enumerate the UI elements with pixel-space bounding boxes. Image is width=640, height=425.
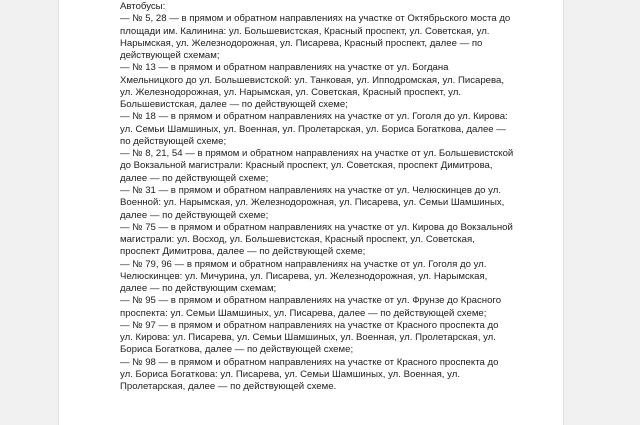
article-line: ул. Бориса Богаткова: ул. Писарева, ул. Семьи Шамшиных, ул. Военная, ул.: [120, 368, 460, 380]
article-line: — № 8, 21, 54 — в прямом и обратном направлениях на участке от ул. Большевистской: [120, 148, 514, 160]
article-page: [58, 0, 564, 425]
article-line: ул. Семьи Шамшиных, ул. Военная, ул. Пролетарская, ул. Бориса Богаткова, далее —: [120, 123, 506, 135]
article-line: проспекта: ул. Семьи Шамшиных, ул. Писарева, далее — по действующей схеме;: [120, 307, 487, 319]
article-line: — № 18 — в прямом и обратном направлениях на участке от ул. Гоголя до ул. Кирова:: [120, 111, 508, 123]
article-line: — № 98 — в прямом и обратном направлениях на участке от Красного проспекта до: [120, 356, 499, 368]
article-line: далее — по действующей схеме;: [120, 209, 269, 221]
article-line: магистрали: ул. Восход, ул. Большевистская, Красный проспект, ул. Советская,: [120, 234, 475, 246]
article-line: Бориса Богаткова, далее — по действующей схеме;: [120, 344, 354, 356]
article-line: действующей схемам;: [120, 50, 220, 62]
article-body: [120, 1, 560, 394]
article-heading: Автобусы:: [120, 1, 166, 12]
article-line: Пролетарская, далее — по действующей схеме.: [120, 381, 337, 393]
article-line: — № 79, 96 — в прямом и обратном направлениях на участке от ул. Гоголя до ул.: [120, 258, 487, 270]
article-line: ул. Кирова: ул. Писарева, ул. Семьи Шамшиных, ул. Военная, ул. Пролетарская, ул.: [120, 332, 496, 344]
article-line: — № 75 — в прямом и обратном направлениях на участке от ул. Кирова до Вокзальной: [120, 221, 513, 233]
article-line: до Вокзальной магистрали: Красный проспект, ул. Советская, проспект Димитрова,: [120, 160, 493, 172]
article-line: Хмельницкого до ул. Большевистской: ул. Танковая, ул. Ипподромская, ул. Писарева,: [120, 74, 505, 86]
article-line: далее — по действующим схемам;: [120, 283, 277, 295]
article-line: — № 97 — в прямом и обратном направлениях на участке от Красного проспекта до: [120, 319, 499, 331]
article-line: по действующей схеме;: [120, 135, 227, 147]
article-line: далее — по действующей схеме;: [120, 172, 269, 184]
article-line: Большевистская, далее — по действующей схеме;: [120, 99, 348, 111]
article-line: ул. Железнодорожная, ул. Нарымская, ул. Советская, Красный проспект, ул.: [120, 86, 461, 98]
article-line: Нарымская, ул. Железнодорожная, ул. Писарева, Красный проспект, далее — по: [120, 37, 483, 49]
article-line: площади им. Калинина: ул. Большевистская, Красный проспект, ул. Советская, ул.: [120, 25, 490, 37]
article-line: Военной: ул. Нарымская, ул. Железнодорожная, ул. Писарева, ул. Семьи Шамшиных,: [120, 197, 505, 209]
article-line: Челюскинцев: ул. Мичурина, ул. Писарева, ул. Железнодорожная, ул. Нарымская,: [120, 270, 488, 282]
article-line: проспект Димитрова, далее — по действующей схеме;: [120, 246, 366, 258]
article-line: — № 31 — в прямом и обратном направлениях на участке от ул. Челюскинцев до ул.: [120, 184, 502, 196]
article-line: — № 13 — в прямом и обратном направлениях на участке от ул. Богдана: [120, 62, 449, 74]
article-line: — № 5, 28 — в прямом и обратном направлениях на участке от Октябрьского моста до: [120, 13, 511, 25]
article-line: — № 95 — в прямом и обратном направлениях на участке от ул. Фрунзе до Красного: [120, 295, 502, 307]
